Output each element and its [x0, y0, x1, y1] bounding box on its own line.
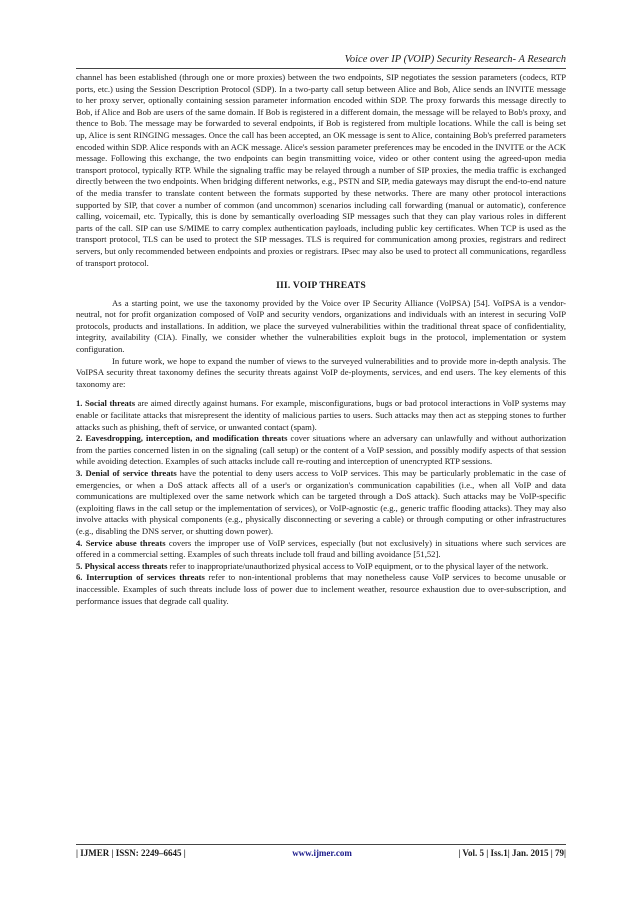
threat-lead: 3. Denial of service threats: [76, 468, 177, 478]
intro-paragraph-2: In future work, we hope to expand the number of views to the surveyed vulnerabilities and to provide more in-depth analysis. The VoIPSA security threat taxonomy defines the security threats against VoIP de-ployments, services, and end users. The key elements of this taxonomy are:: [76, 355, 566, 389]
page-footer: [76, 848, 566, 858]
threat-item-service-abuse: [76, 538, 566, 561]
header-rule: [76, 68, 566, 69]
threat-lead: 5. Physical access threats: [76, 560, 168, 571]
threat-text: cover situations where an adversary can unlawfully and without authorization from the parties concerned listen in on the signaling (call setup) or the content of a VoIP session, and possibly modify aspects of that session while avoiding detection. Examples of such attacks include call re-routing and interception of unencrypted RTP sessions.: [76, 433, 566, 467]
threat-item-interruption: [76, 572, 566, 607]
footer-rule: [76, 844, 566, 845]
threat-item-social: [76, 398, 566, 433]
threat-lead: 4. Service abuse threats: [76, 537, 166, 548]
threat-text: refer to non-intentional problems that may nonetheless cause VoIP services to become unusable or inaccessible. Examples of such threats include loss of power due to inclement weather, resource exhaustion due to over-subscription, and performance issues that degrade call quality.: [76, 572, 566, 606]
footer-volume-page: | Vol. 5 | Iss.1| Jan. 2015 | 79|: [458, 848, 566, 858]
threat-text: covers the improper use of VoIP services, especially (but not exclusively) in situations where such services are offered in a commercial setting. Examples of such threats include toll fraud and billing avoidance [51,52].: [76, 537, 566, 560]
threat-text: are aimed directly against humans. For example, misconfigurations, bugs or bad protocol interactions in VoIP systems may enable or facilitate attacks that misrepresent the identity of malicious parties to users. Such attacks may then act as stepping stones to further attacks such as phishing, theft of service, or unwanted contact (spam).: [76, 398, 566, 432]
footer-journal-info: | IJMER | ISSN: 2249–6645 |: [76, 848, 186, 858]
threat-item-dos: [76, 468, 566, 538]
threat-text: refer to inappropriate/unauthorized physical access to VoIP equipment, or to the physical layer of the network.: [167, 560, 549, 571]
threat-text: have the potential to deny users access to VoIP services. This may be particularly problematic in the case of emergencies, or when a DoS attack affects all of a user's or organization's communication capabilities (i.e., when all VoIP and data communications are multiplexed over the same network which can be targeted through a DoS attack). Such attacks may be VoIP-specific (exploiting flaws in the call setup or the implementation of services), or VoIP-agnostic (e.g., generic traffic flooding attacks). They may also involve attacks with physical components (e.g., physically disconnecting or severing a cable) or through computing or other infrastructures (e.g., disabling the DNS server, or shutting down power).: [76, 468, 566, 536]
threat-item-eavesdropping: [76, 433, 566, 468]
threat-lead: 6. Interruption of services threats: [76, 572, 205, 583]
threat-lead: 2. Eavesdropping, interception, and modification threats: [76, 433, 288, 444]
continuation-paragraph: channel has been established (through one or more proxies) between the two endpoints, SIP negotiates the session parameters (codecs, RTP ports, etc.) using the Session Description Protocol (SDP). In a two-party call setup between Alice and Bob, Alice sends an INVITE message to her proxy server, optionally containing session parameter information encoded within SDP. The proxy forwards this message directly to Bob, if Alice and Bob are users of the same domain. If Bob is registered in a different domain, the message will be relayed to Bob's proxy, and thence to Bob. The message may be forwarded to several endpoints, if Bob is registered from multiple locations. While the call is being set up, Alice is sent RINGING messages. Once the call has been accepted, an OK message is sent to Alice, containing Bob's preferred parameters encoded within SDP. Alice responds with an ACK message. Alice's session parameter preferences may be encoded in the INVITE or the ACK message. Following this exchange, the two endpoints can begin transmitting voice, video or other content using the agreed-upon media transport protocol, typically RTP. While the signaling traffic may be relayed through a number of SIP proxies, the media traffic is exchanged directly between the two endpoints. When bridging different networks, e.g., PSTN and SIP, media gateways may disrupt the end-to-end nature of the media transfer to translate content between the formats supported by these networks. There are many other protocol interactions supported by SIP, that cover a number of common (and uncommon) scenarios including call forwarding (manual or automatic), conference calling, voicemail, etc. Typically, this is done by semantically overloading SIP messages such that they can play various roles in different parts of the call. SIP can use S/MIME to carry complex authentication payloads, including public key certificates. When TCP is used as the transport protocol, TLS can be used to protect the SIP messages. TLS is required for communication among proxies, registrars and redirect servers, but only recommended between endpoints and proxies or registrars. IPsec may also be used to protect all communications, regardless of transport protocol.: [76, 72, 566, 268]
running-title: Voice over IP (VOIP) Security Research- A Research: [344, 54, 566, 65]
intro-paragraph-1: As a starting point, we use the taxonomy provided by the Voice over IP Security Alliance (VoIPSA) [54]. VoIPSA is a vendor-neutral, not for profit organization composed of VoIP and security vendors, organizations and individuals with an interest in securing VoIP protocols, products and installations. In addition, we place the surveyed vulnerabilities within the traditional threat space of confidentiality, integrity, availability (CIA). Finally, we consider whether the vulnerabilities exploit bugs in the protocol, implementation or system configuration.: [76, 297, 566, 355]
section-heading: III. VOIP THREATS: [276, 280, 366, 292]
threat-lead: 1. Social threats: [76, 398, 136, 409]
footer-website-link[interactable]: www.ijmer.com: [292, 848, 352, 858]
threat-item-physical-access: [76, 561, 566, 573]
page-body: [76, 72, 566, 607]
